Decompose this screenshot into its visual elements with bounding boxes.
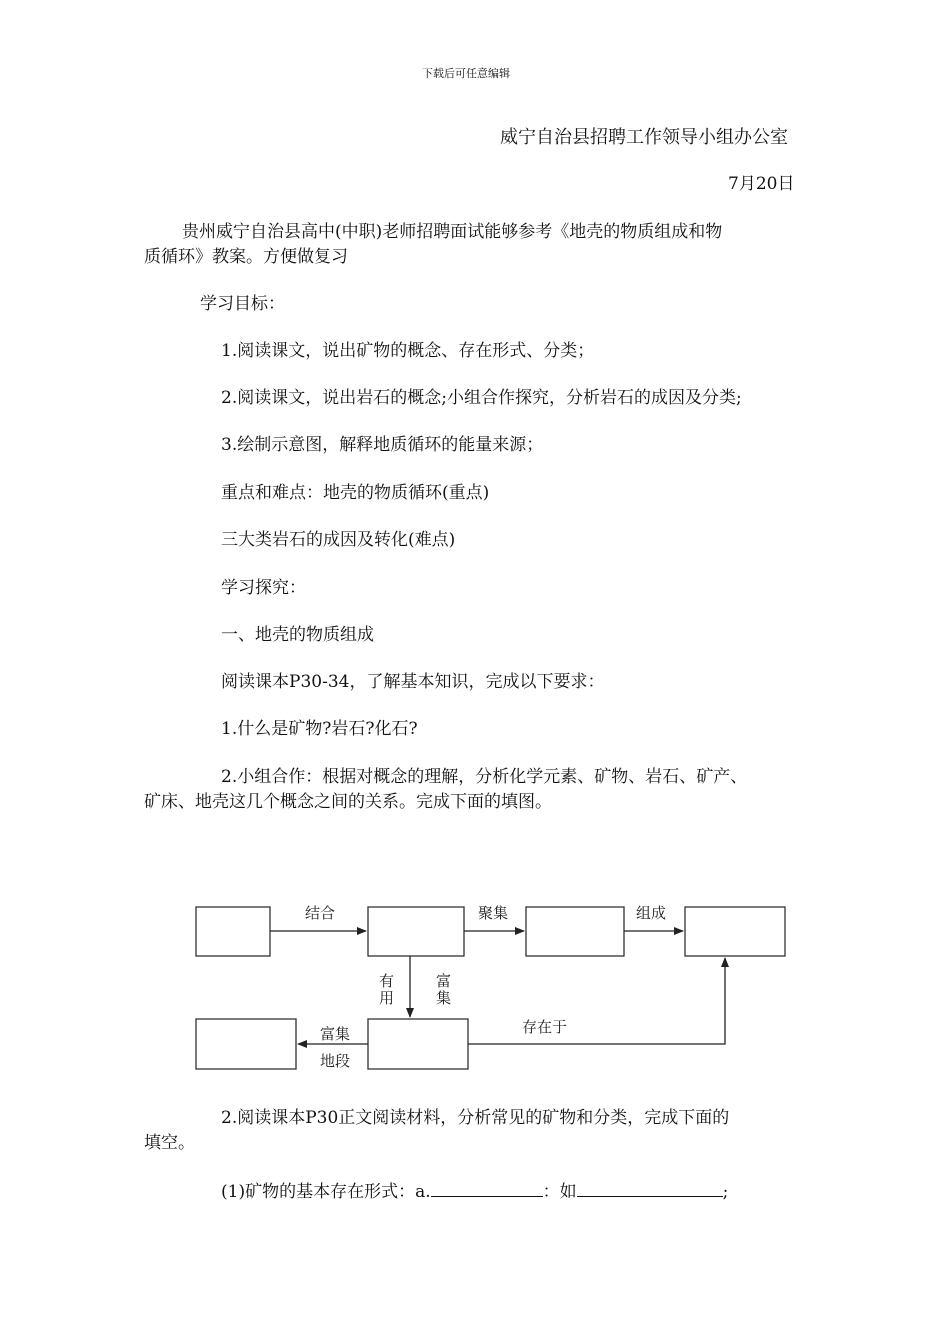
label-enrich-zone-2: 地段 [320,1052,351,1070]
section-explore-heading: 学习探究： [221,578,306,598]
label-enrich-1: 富 [436,972,452,990]
intro-line-2: 质循环》教案。方便做复习 [144,247,348,267]
blank-field-a[interactable] [431,1178,543,1197]
question-2-line-1: 2.小组合作：根据对概念的理解，分析化学元素、矿物、岩石、矿产、 [221,767,748,787]
fill-suffix: ; [722,1182,729,1202]
question-3-line-2: 填空。 [144,1133,195,1153]
label-enrich-2: 集 [436,989,452,1007]
fill-mid: ：如 [542,1182,577,1202]
label-useful-2: 用 [379,989,395,1007]
header-note: 下载后可任意编辑 [422,67,510,80]
key-points: 重点和难点：地壳的物质循环(重点) [221,483,490,503]
goal-item: 2.阅读课文，说出岩石的概念;小组合作探究，分析岩石的成因及分类; [221,388,742,408]
letterhead-org: 威宁自治县招聘工作领导小组办公室 [500,127,788,148]
blank-field-example[interactable] [577,1178,723,1197]
part-one-heading: 一、地壳的物质组成 [221,625,374,645]
arrow-exist-in [468,958,725,1044]
blank-box-elements[interactable] [196,907,270,956]
difficulty-point: 三大类岩石的成因及转化(难点) [221,530,456,550]
blank-box-deposit[interactable] [196,1019,296,1069]
fill-prefix: (1)矿物的基本存在形式：a. [221,1182,431,1202]
question-2-line-2: 矿床、地壳这几个概念之间的关系。完成下面的填图。 [144,792,552,812]
label-gather: 聚集 [478,904,509,922]
label-combine: 结合 [305,904,336,922]
blank-box-crust[interactable] [685,907,785,956]
label-exist-in: 存在于 [522,1018,568,1036]
label-compose: 组成 [636,904,667,922]
letterhead-date: 7月20日 [728,174,795,194]
goal-item: 3.绘制示意图，解释地质循环的能量来源； [221,435,544,455]
question-3-line-1: 2.阅读课本P30正文阅读材料，分析常见的矿物和分类，完成下面的 [221,1108,730,1128]
label-enrich-zone-1: 富集 [320,1025,351,1043]
blank-box-minerals[interactable] [368,907,464,956]
blank-box-rocks[interactable] [526,907,624,956]
fill-blank-line [221,1178,728,1204]
goal-item: 1.阅读课文，说出矿物的概念、存在形式、分类； [221,341,595,361]
reading-task: 阅读课本P30-34，了解基本知识，完成以下要求： [221,672,605,692]
blank-box-mineral-resource[interactable] [368,1019,468,1069]
intro-line-1: 贵州威宁自治县高中(中职)老师招聘面试能够参考《地壳的物质组成和物 [182,222,723,242]
label-useful-1: 有 [379,972,395,990]
section-goals-heading: 学习目标： [200,294,285,314]
question-1: 1.什么是矿物?岩石?化石? [221,719,418,739]
